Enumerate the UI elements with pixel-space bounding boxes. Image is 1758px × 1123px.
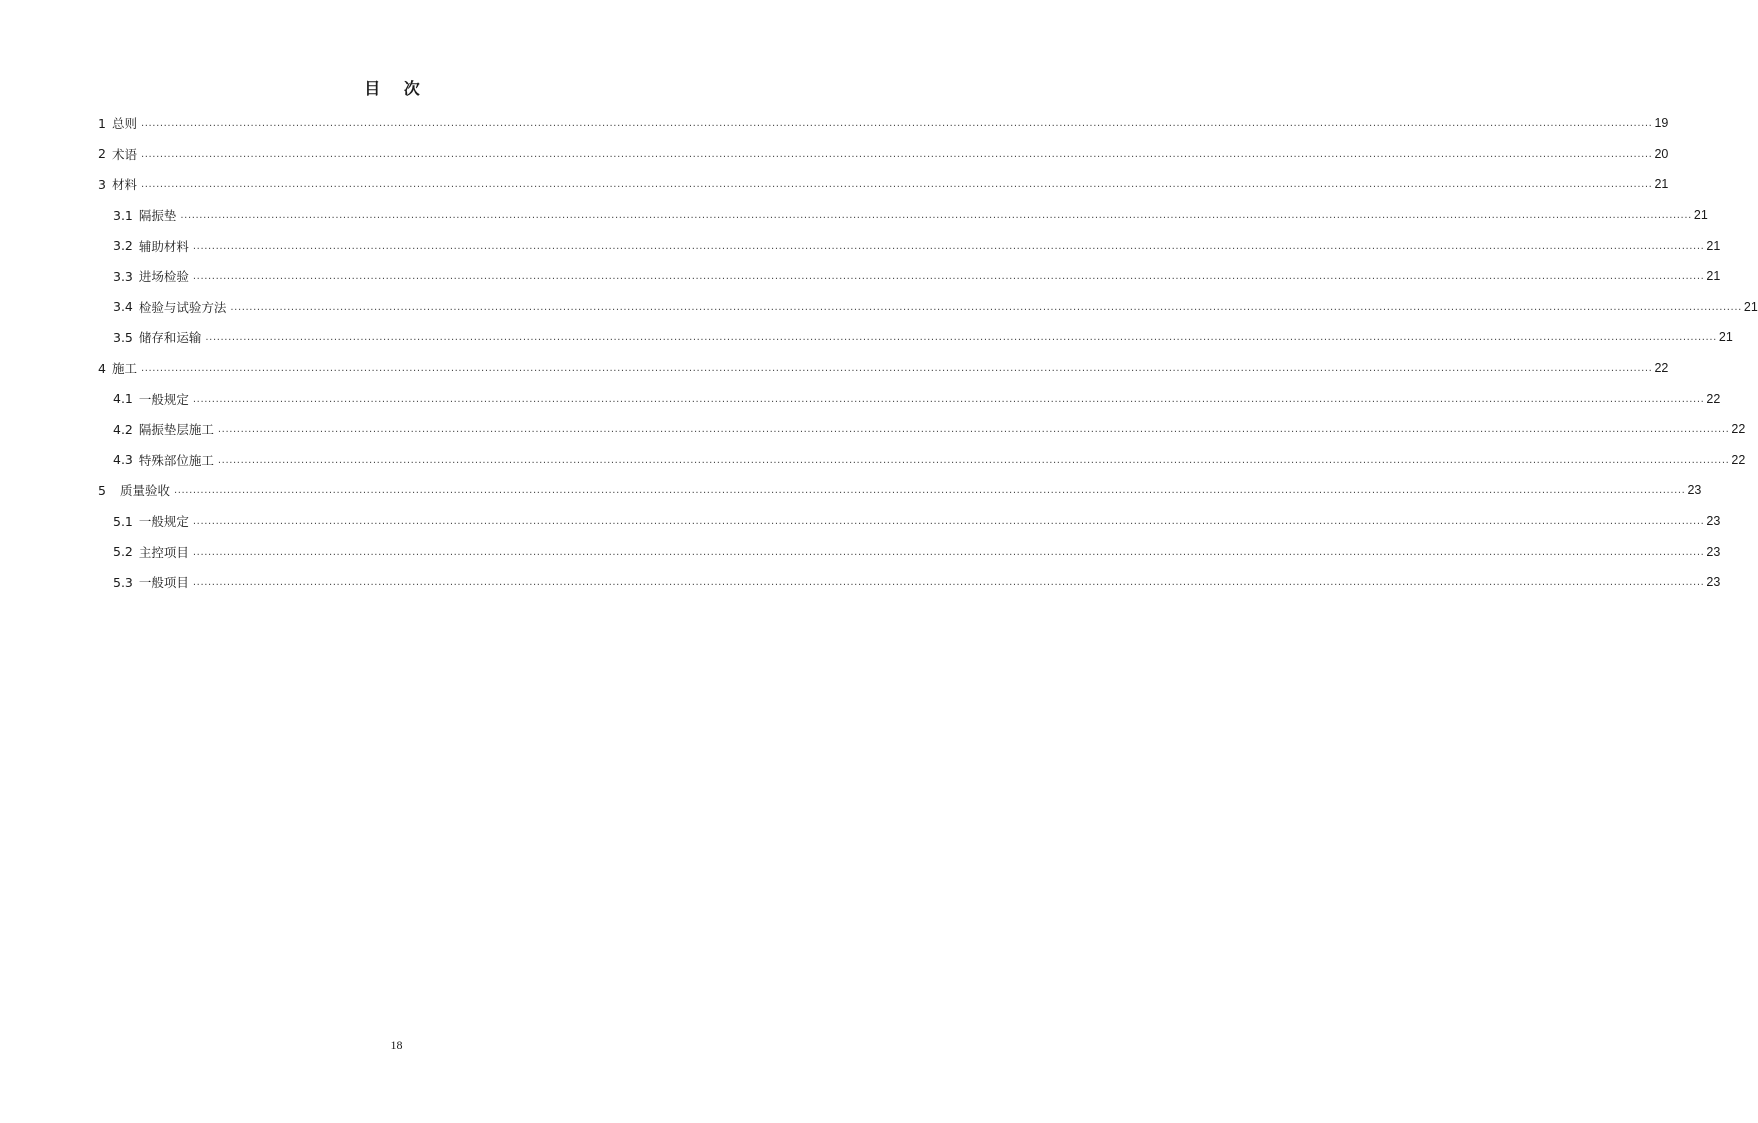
- toc-entry-page: 20: [1654, 146, 1669, 161]
- toc-entry[interactable]: [98, 445, 1746, 476]
- toc-entry-page: 22: [1654, 361, 1669, 376]
- toc-entry-page: 23: [1706, 544, 1721, 559]
- toc-entry-number: 4.2: [113, 421, 133, 437]
- toc-entry[interactable]: [98, 139, 1669, 170]
- toc-entry-number: 3: [98, 176, 106, 192]
- toc-entry[interactable]: [98, 383, 1721, 414]
- toc-entry[interactable]: [98, 414, 1746, 445]
- toc-entry-number: 3.1: [113, 207, 133, 223]
- dot-leader: ................................................................................................................................................................................................................................................................................................................................................................................................................: [192, 393, 1705, 405]
- toc-entry-number: 5.2: [113, 544, 133, 560]
- toc-entry-label: 检验与试验方法: [138, 299, 227, 315]
- toc-entry-label: 进场检验: [138, 269, 189, 285]
- toc-entry-page: 21: [1706, 269, 1721, 284]
- toc-entry-page: 23: [1706, 575, 1721, 590]
- page-number: 18: [390, 1038, 403, 1052]
- toc-entry-number: 3.5: [113, 329, 133, 345]
- toc-entry-label: 特殊部位施工: [138, 452, 214, 468]
- toc-entry-number: 3.4: [113, 299, 133, 315]
- toc-entry[interactable]: [98, 475, 1702, 506]
- toc-entry-page: 23: [1706, 514, 1721, 529]
- dot-leader: ................................................................................................................................................................................................................................................................................................................................................................................................................: [140, 179, 1653, 191]
- toc-entry-label: 储存和运输: [138, 330, 202, 346]
- toc-entry-number: 4: [98, 360, 106, 376]
- dot-leader: ................................................................................................................................................................................................................................................................................................................................................................................................................: [192, 577, 1705, 589]
- dot-leader: ................................................................................................................................................................................................................................................................................................................................................................................................................: [205, 332, 1717, 344]
- toc-entry-label: 总则: [111, 116, 137, 132]
- toc-entry-number: 4.1: [113, 391, 133, 407]
- toc-entry-label: 材料: [111, 177, 137, 193]
- toc-entry[interactable]: [98, 322, 1733, 353]
- toc-entry-number: 1: [98, 115, 106, 131]
- toc-entry-number: 4.3: [113, 452, 133, 468]
- toc-title: 目 次: [364, 79, 429, 98]
- toc-entry-number: 5.3: [113, 574, 133, 590]
- dot-leader: ................................................................................................................................................................................................................................................................................................................................................................................................................: [192, 271, 1705, 283]
- toc-entry[interactable]: [98, 261, 1721, 292]
- table-of-contents: [98, 108, 1758, 598]
- dot-leader: ................................................................................................................................................................................................................................................................................................................................................................................................................: [180, 210, 1692, 222]
- toc-entry-page: 21: [1706, 238, 1721, 253]
- toc-entry[interactable]: [98, 200, 1708, 231]
- toc-entry[interactable]: [98, 169, 1669, 200]
- toc-entry[interactable]: [98, 230, 1721, 261]
- dot-leader: ................................................................................................................................................................................................................................................................................................................................................................................................................: [217, 454, 1730, 466]
- toc-entry[interactable]: [98, 536, 1721, 567]
- toc-entry-label: 施工: [111, 361, 137, 377]
- toc-entry-number: 3.3: [113, 268, 133, 284]
- dot-leader: ................................................................................................................................................................................................................................................................................................................................................................................................................: [192, 240, 1705, 252]
- dot-leader: ................................................................................................................................................................................................................................................................................................................................................................................................................: [230, 301, 1742, 313]
- toc-entry[interactable]: [98, 567, 1721, 598]
- toc-entry-number: 3.2: [113, 238, 133, 254]
- toc-entry-label: 术语: [111, 146, 137, 162]
- toc-entry[interactable]: [98, 108, 1669, 139]
- toc-entry-page: 23: [1687, 483, 1702, 498]
- toc-entry-label: 质量验收: [119, 483, 170, 499]
- toc-entry-number: 2: [98, 146, 106, 162]
- dot-leader: ................................................................................................................................................................................................................................................................................................................................................................................................................: [192, 546, 1705, 558]
- toc-entry-number: 5: [98, 482, 106, 498]
- toc-entry-label: 隔振垫: [138, 208, 177, 224]
- toc-entry-page: 21: [1693, 208, 1708, 223]
- dot-leader: ................................................................................................................................................................................................................................................................................................................................................................................................................: [140, 118, 1653, 130]
- toc-entry-page: 21: [1743, 299, 1758, 314]
- dot-leader: ................................................................................................................................................................................................................................................................................................................................................................................................................: [192, 516, 1705, 528]
- toc-entry-number: 5.1: [113, 513, 133, 529]
- toc-entry-page: 19: [1654, 116, 1669, 131]
- toc-entry-label: 隔振垫层施工: [138, 422, 214, 438]
- toc-entry-label: 一般规定: [138, 514, 189, 530]
- toc-entry-page: 22: [1731, 452, 1746, 467]
- toc-entry-label: 一般项目: [138, 575, 189, 591]
- toc-entry-label: 辅助材料: [138, 238, 189, 254]
- dot-leader: ................................................................................................................................................................................................................................................................................................................................................................................................................: [173, 485, 1686, 497]
- toc-entry-page: 22: [1731, 422, 1746, 437]
- toc-entry-label: 主控项目: [138, 544, 189, 560]
- dot-leader: ................................................................................................................................................................................................................................................................................................................................................................................................................: [140, 148, 1653, 160]
- toc-entry[interactable]: [98, 353, 1669, 384]
- toc-entry-page: 22: [1706, 391, 1721, 406]
- toc-entry-page: 21: [1654, 177, 1669, 192]
- toc-entry[interactable]: [98, 506, 1721, 537]
- dot-leader: ................................................................................................................................................................................................................................................................................................................................................................................................................: [217, 424, 1730, 436]
- toc-entry-page: 21: [1718, 330, 1733, 345]
- toc-entry[interactable]: [98, 292, 1758, 323]
- dot-leader: ................................................................................................................................................................................................................................................................................................................................................................................................................: [140, 363, 1653, 375]
- toc-entry-label: 一般规定: [138, 391, 189, 407]
